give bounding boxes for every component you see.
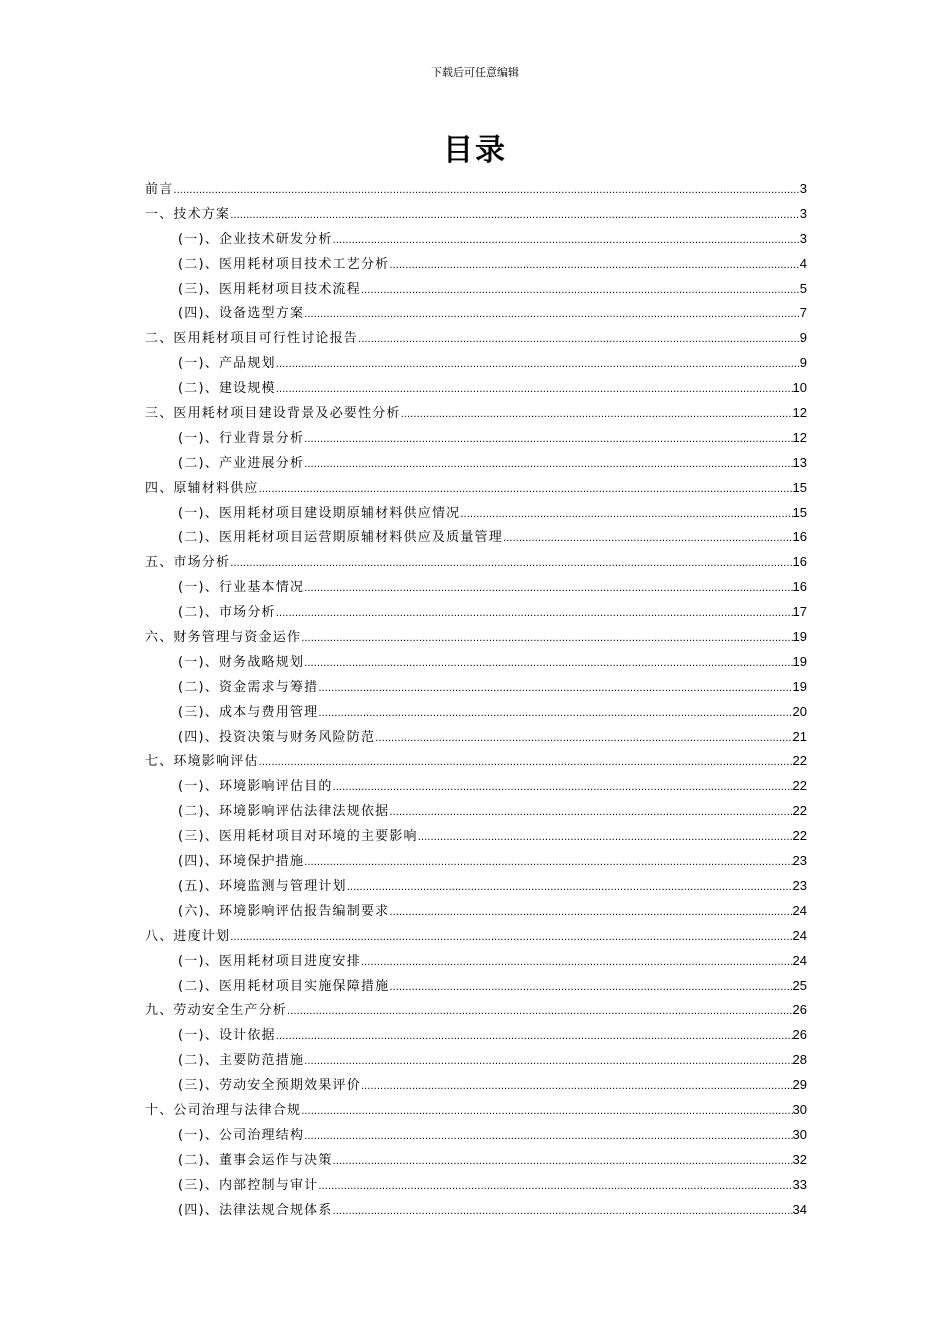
entry-page-number: 3 <box>799 181 807 196</box>
dot-leader <box>361 951 793 976</box>
dot-leader <box>304 1125 792 1150</box>
toc-section-entry[interactable] <box>145 974 807 999</box>
toc-section-entry[interactable] <box>145 949 807 974</box>
entry-title: 六、财务管理与资金运作 <box>145 630 302 646</box>
entry-title: 九、劳动安全生产分析 <box>145 1003 288 1019</box>
toc-section-entry[interactable] <box>145 1048 807 1073</box>
dot-leader <box>304 1050 792 1075</box>
entry-page-number: 22 <box>792 753 807 769</box>
entry-title: (二)、医用耗材项目实施保障措施 <box>178 978 390 994</box>
toc-section-entry[interactable] <box>145 725 807 750</box>
entry-title: (一)、医用耗材项目建设期原辅材料供应情况 <box>178 505 461 521</box>
entry-title: 五、市场分析 <box>145 555 231 571</box>
toc-section-entry[interactable] <box>145 426 807 451</box>
entry-page-number: 28 <box>792 1052 807 1068</box>
toc-chapter-entry[interactable] <box>145 625 807 650</box>
toc-section-entry[interactable] <box>145 301 807 326</box>
dot-leader <box>287 1000 793 1025</box>
toc-chapter-entry[interactable] <box>145 550 807 575</box>
toc-chapter-entry[interactable] <box>145 177 807 202</box>
entry-title: (二)、董事会运作与决策 <box>178 1152 333 1168</box>
dot-leader <box>173 179 799 204</box>
toc-section-entry[interactable] <box>145 1148 807 1173</box>
toc-section-entry[interactable] <box>145 874 807 899</box>
dot-leader <box>333 1200 793 1225</box>
dot-leader <box>276 602 793 627</box>
entry-title: (一)、环境影响评估目的 <box>178 779 333 795</box>
toc-section-entry[interactable] <box>145 650 807 675</box>
entry-page-number: 24 <box>792 927 807 943</box>
toc-chapter-entry[interactable] <box>145 202 807 227</box>
entry-title: (二)、医用耗材项目运营期原辅材料供应及质量管理 <box>178 530 503 546</box>
dot-leader <box>418 826 793 851</box>
dot-leader <box>318 1175 792 1200</box>
dot-leader <box>389 976 792 1001</box>
entry-page-number: 24 <box>792 902 807 918</box>
entry-page-number: 3 <box>799 230 807 246</box>
dot-leader <box>276 353 800 378</box>
dot-leader <box>301 627 792 652</box>
entry-title: 三、医用耗材项目建设背景及必要性分析 <box>145 406 401 422</box>
toc-section-entry[interactable] <box>145 277 807 302</box>
toc-section-entry[interactable] <box>145 824 807 849</box>
toc-chapter-entry[interactable] <box>145 326 807 351</box>
dot-leader <box>259 751 793 776</box>
dot-leader <box>230 926 792 951</box>
entry-page-number: 19 <box>792 678 807 694</box>
entry-title: (五)、环境监测与管理计划 <box>178 878 347 894</box>
entry-page-number: 15 <box>792 479 807 495</box>
toc-chapter-entry[interactable] <box>145 401 807 426</box>
entry-page-number: 5 <box>799 280 807 296</box>
toc-section-entry[interactable] <box>145 376 807 401</box>
toc-section-entry[interactable] <box>145 774 807 799</box>
entry-page-number: 24 <box>792 952 807 968</box>
dot-leader <box>333 776 793 801</box>
toc-section-entry[interactable] <box>145 1073 807 1098</box>
dot-leader <box>301 1100 792 1125</box>
entry-page-number: 16 <box>792 579 807 595</box>
toc-section-entry[interactable] <box>145 700 807 725</box>
entry-title: (三)、医用耗材项目对环境的主要影响 <box>178 829 418 845</box>
entry-title: (二)、建设规模 <box>178 381 276 397</box>
table-of-contents <box>145 177 807 1222</box>
entry-page-number: 29 <box>792 1077 807 1093</box>
entry-title: (三)、成本与费用管理 <box>178 704 319 720</box>
entry-page-number: 30 <box>792 1101 807 1117</box>
dot-leader <box>318 702 792 727</box>
dot-leader <box>389 801 792 826</box>
entry-page-number: 15 <box>792 504 807 520</box>
toc-section-entry[interactable] <box>145 575 807 600</box>
entry-title: (一)、产品规划 <box>178 356 276 372</box>
dot-leader <box>358 328 800 353</box>
entry-title: 十、公司治理与法律合规 <box>145 1102 302 1118</box>
entry-page-number: 3 <box>799 205 807 221</box>
entry-title: (二)、产业进展分析 <box>178 455 305 471</box>
entry-page-number: 9 <box>799 330 807 346</box>
entry-title: (一)、财务战略规划 <box>178 654 305 670</box>
dot-leader <box>276 378 793 403</box>
toc-section-entry[interactable] <box>145 451 807 476</box>
entry-title: (三)、医用耗材项目技术流程 <box>178 281 361 297</box>
entry-title: 一、技术方案 <box>145 206 231 222</box>
dot-leader <box>259 478 793 503</box>
entry-title: (六)、环境影响评估报告编制要求 <box>178 903 390 919</box>
dot-leader <box>375 727 792 752</box>
entry-page-number: 25 <box>792 977 807 993</box>
dot-leader <box>230 552 792 577</box>
entry-page-number: 20 <box>792 703 807 719</box>
dot-leader <box>318 677 792 702</box>
entry-page-number: 12 <box>792 429 807 445</box>
dot-leader <box>361 1075 793 1100</box>
entry-title: 四、原辅材料供应 <box>145 480 259 496</box>
entry-page-number: 22 <box>792 828 807 844</box>
entry-page-number: 16 <box>792 554 807 570</box>
toc-chapter-entry[interactable] <box>145 924 807 949</box>
entry-title: (四)、投资决策与财务风险防范 <box>178 729 376 745</box>
entry-title: 八、进度计划 <box>145 928 231 944</box>
entry-page-number: 7 <box>799 305 807 321</box>
toc-section-entry[interactable] <box>145 351 807 376</box>
dot-leader <box>230 204 800 229</box>
entry-title: (二)、环境影响评估法律法规依据 <box>178 804 390 820</box>
toc-section-entry[interactable] <box>145 600 807 625</box>
entry-title: (二)、主要防范措施 <box>178 1053 305 1069</box>
dot-leader <box>304 652 792 677</box>
toc-section-entry[interactable] <box>145 501 807 526</box>
entry-page-number: 34 <box>792 1201 807 1217</box>
entry-page-number: 10 <box>792 380 807 396</box>
entry-title: (一)、行业基本情况 <box>178 580 305 596</box>
entry-title: (一)、设计依据 <box>178 1028 276 1044</box>
toc-section-entry[interactable] <box>145 252 807 277</box>
toc-section-entry[interactable] <box>145 1023 807 1048</box>
dot-leader <box>389 254 799 279</box>
entry-page-number: 19 <box>792 629 807 645</box>
toc-chapter-entry[interactable] <box>145 998 807 1023</box>
dot-leader <box>304 453 792 478</box>
toc-section-entry[interactable] <box>145 227 807 252</box>
entry-page-number: 23 <box>792 853 807 869</box>
toc-section-entry[interactable] <box>145 849 807 874</box>
toc-section-entry[interactable] <box>145 1198 807 1223</box>
entry-title: 二、医用耗材项目可行性讨论报告 <box>145 331 359 347</box>
toc-title: 目录 <box>443 133 507 168</box>
toc-chapter-entry[interactable] <box>145 1098 807 1123</box>
toc-section-entry[interactable] <box>145 525 807 550</box>
toc-chapter-entry[interactable] <box>145 476 807 501</box>
entry-title: 前言 <box>145 182 174 197</box>
dot-leader <box>347 876 793 901</box>
entry-page-number: 30 <box>792 1126 807 1142</box>
entry-page-number: 12 <box>792 405 807 421</box>
dot-leader <box>333 1150 793 1175</box>
entry-title: (二)、资金需求与筹措 <box>178 679 319 695</box>
entry-page-number: 9 <box>799 355 807 371</box>
entry-title: (二)、医用耗材项目技术工艺分析 <box>178 256 390 272</box>
entry-title: (四)、法律法规合规体系 <box>178 1202 333 1218</box>
entry-page-number: 26 <box>792 1002 807 1018</box>
entry-title: (三)、内部控制与审计 <box>178 1177 319 1193</box>
entry-title: (四)、设备选型方案 <box>178 306 305 322</box>
dot-leader <box>361 279 800 304</box>
entry-title: (二)、市场分析 <box>178 605 276 621</box>
dot-leader <box>304 851 792 876</box>
dot-leader <box>304 303 800 328</box>
entry-page-number: 21 <box>792 728 807 744</box>
dot-leader <box>460 503 792 528</box>
entry-title: (四)、环境保护措施 <box>178 854 305 870</box>
entry-page-number: 23 <box>792 877 807 893</box>
dot-leader <box>304 428 792 453</box>
dot-leader <box>276 1025 793 1050</box>
entry-page-number: 22 <box>792 803 807 819</box>
entry-title: (一)、行业背景分析 <box>178 430 305 446</box>
entry-page-number: 19 <box>792 653 807 669</box>
dot-leader <box>304 577 792 602</box>
entry-page-number: 16 <box>792 529 807 545</box>
entry-page-number: 17 <box>792 604 807 620</box>
entry-title: 七、环境影响评估 <box>145 754 259 770</box>
toc-chapter-entry[interactable] <box>145 749 807 774</box>
dot-leader <box>503 527 793 552</box>
dot-leader <box>401 403 793 428</box>
entry-page-number: 33 <box>792 1176 807 1192</box>
toc-section-entry[interactable] <box>145 799 807 824</box>
entry-page-number: 4 <box>799 255 807 271</box>
entry-title: (一)、公司治理结构 <box>178 1127 305 1143</box>
toc-section-entry[interactable] <box>145 675 807 700</box>
entry-title: (一)、企业技术研发分析 <box>178 231 333 247</box>
entry-page-number: 22 <box>792 778 807 794</box>
toc-section-entry[interactable] <box>145 899 807 924</box>
dot-leader <box>333 229 800 254</box>
entry-title: (一)、医用耗材项目进度安排 <box>178 953 361 969</box>
entry-page-number: 32 <box>792 1151 807 1167</box>
toc-section-entry[interactable] <box>145 1173 807 1198</box>
entry-title: (三)、劳动安全预期效果评价 <box>178 1078 361 1094</box>
entry-page-number: 13 <box>792 454 807 470</box>
dot-leader <box>389 901 792 926</box>
entry-page-number: 26 <box>792 1027 807 1043</box>
header-note: 下载后可任意编辑 <box>431 66 519 79</box>
toc-section-entry[interactable] <box>145 1123 807 1148</box>
